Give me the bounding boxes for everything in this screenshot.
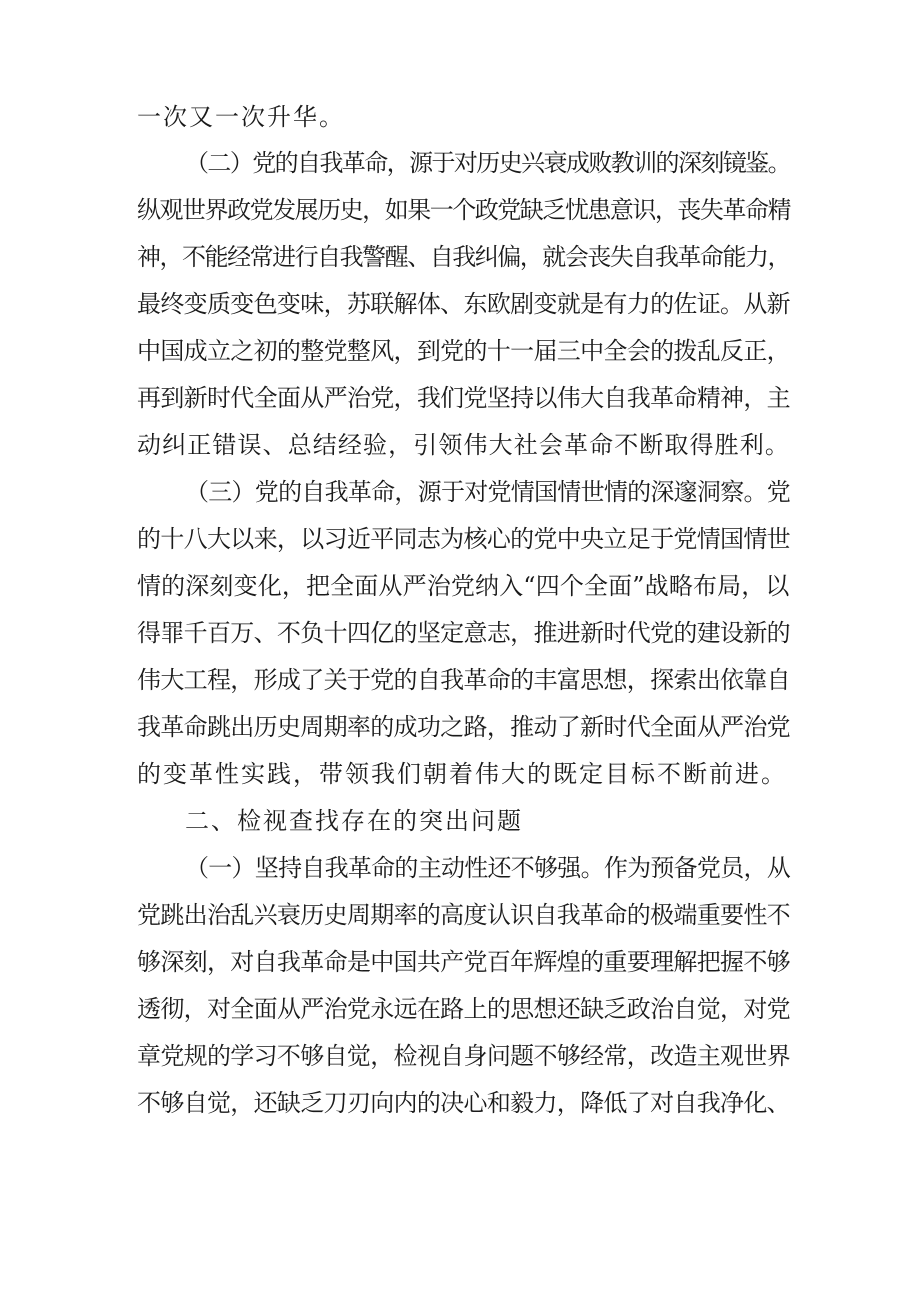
text-line: 我革命跳出历史周期率的成功之路，推动了新时代全面从严治党 (137, 713, 790, 741)
text-line: 中国成立之初的整党整风，到党的十一届三中全会的拨乱反正， (137, 337, 790, 365)
text-line: 得罪千百万、不负十四亿的坚定意志，推进新时代党的建设新的 (137, 619, 790, 647)
text-line: 动纠正错误、总结经验，引领伟大社会革命不断取得胜利。 (137, 431, 790, 459)
section-heading: （三）党的自我革命，源于对党情国情世情的深邃洞察。党 (185, 478, 790, 506)
text-line: 党跳出治乱兴衰历史周期率的高度认识自我革命的极端重要性不 (137, 901, 790, 929)
text-line: 够深刻，对自我革命是中国共产党百年辉煌的重要理解把握不够 (137, 948, 790, 976)
text-line: 纵观世界政党发展历史，如果一个政党缺乏忧患意识，丧失革命精 (137, 196, 790, 224)
text-line: 情的深刻变化，把全面从严治党纳入“四个全面”战略布局，以 (137, 572, 790, 600)
text-line: 章党规的学习不够自觉，检视自身问题不够经常，改造主观世界 (137, 1042, 790, 1070)
section-heading: （一）坚持自我革命的主动性还不够强。作为预备党员，从 (185, 854, 790, 882)
text-line: 最终变质变色变味，苏联解体、东欧剧变就是有力的佐证。从新 (137, 290, 790, 318)
text-line: 不够自觉，还缺乏刀刃向内的决心和毅力，降低了对自我净化、 (137, 1089, 790, 1117)
text-line: 神，不能经常进行自我警醒、自我纠偏，就会丧失自我革命能力， (137, 243, 790, 271)
text-line: 透彻，对全面从严治党永远在路上的思想还缺乏政治自觉，对党 (137, 995, 790, 1023)
text-line: 再到新时代全面从严治党，我们党坚持以伟大自我革命精神，主 (137, 384, 790, 412)
text-line: 伟大工程，形成了关于党的自我革命的丰富思想，探索出依靠自 (137, 666, 790, 694)
text-line: 的十八大以来，以习近平同志为核心的党中央立足于党情国情世 (137, 525, 790, 553)
text-line: 一次又一次升华。 (137, 103, 345, 131)
text-line: 的变革性实践，带领我们朝着伟大的既定目标不断前进。 (137, 760, 787, 788)
section-heading: （二）党的自我革命，源于对历史兴衰成败教训的深刻镜鉴。 (185, 149, 790, 177)
chapter-heading: 二、检视查找存在的突出问题 (185, 807, 523, 835)
